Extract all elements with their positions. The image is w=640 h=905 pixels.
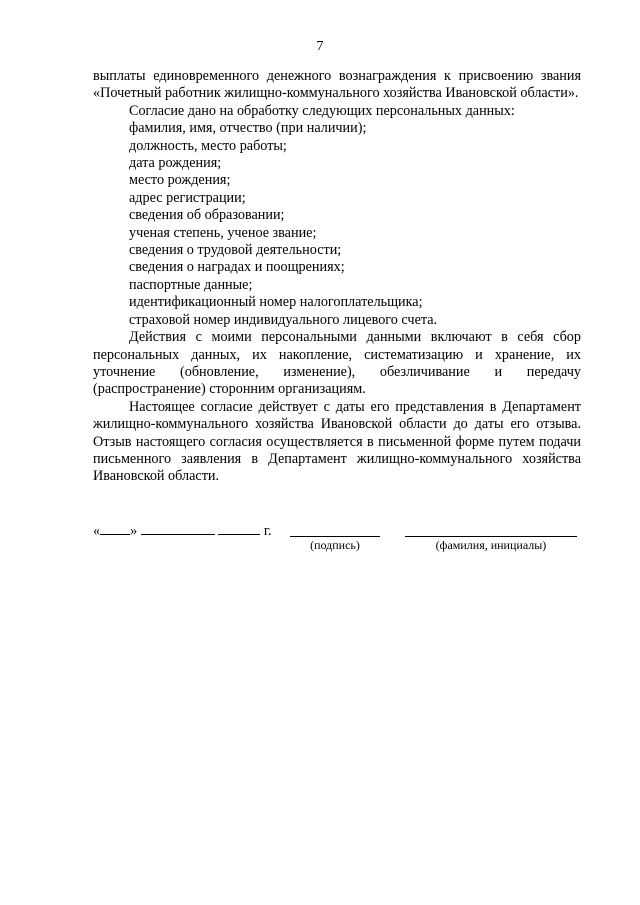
signature-block: [93, 521, 581, 561]
open-quote: «: [93, 523, 101, 539]
close-quote: »: [130, 523, 138, 539]
list-item: идентификационный номер налогоплательщика;: [129, 294, 423, 311]
actions-paragraph: Действия с моими персональными данными включают в себя сбор персональных данных, их накопление, систематизацию и хранение, их уточнение (обновление, изменение), обезличивание и передачу (распространение) сторонним организациям.: [93, 329, 581, 398]
list-item: сведения об образовании;: [129, 207, 285, 224]
year-suffix: г.: [263, 523, 272, 539]
list-item: место рождения;: [129, 172, 231, 189]
document-body: [93, 68, 581, 486]
list-item: сведения о наградах и поощрениях;: [129, 259, 345, 276]
list-item: паспортные данные;: [129, 276, 253, 293]
date-field: [93, 521, 272, 540]
validity-paragraph: Настоящее согласие действует с даты его представления в Департамент жилищно-коммунального хозяйства Ивановской области до даты его отзыва. Отзыв настоящего согласия осуществляется в письменной форме путем подачи письменного заявления в Департамент жилищно-коммунального хозяйства Ивановской области.: [93, 398, 581, 485]
name-line: [405, 521, 577, 537]
list-item: фамилия, имя, отчество (при наличии);: [129, 120, 367, 137]
year-line: [218, 521, 260, 535]
personal-data-list: [93, 120, 581, 329]
list-item: страховой номер индивидуального лицевого счета.: [129, 311, 438, 328]
signature-line: [290, 521, 380, 537]
list-item: должность, место работы;: [129, 137, 287, 154]
month-line: [141, 521, 215, 535]
page-number: 7: [316, 39, 324, 54]
list-item: адрес регистрации;: [129, 189, 246, 206]
consent-heading: Согласие дано на обработку следующих персональных данных:: [129, 102, 515, 119]
list-item: ученая степень, ученое звание;: [129, 224, 317, 241]
list-item: дата рождения;: [129, 155, 222, 172]
list-item: сведения о трудовой деятельности;: [129, 242, 342, 259]
day-line: [100, 521, 130, 535]
name-caption: (фамилия, инициалы): [435, 538, 547, 552]
signature-caption: (подпись): [310, 538, 360, 552]
intro-paragraph: выплаты единовременного денежного вознаграждения к присвоению звания «Почетный работник жилищно-коммунального хозяйства Ивановской области».: [93, 68, 581, 102]
